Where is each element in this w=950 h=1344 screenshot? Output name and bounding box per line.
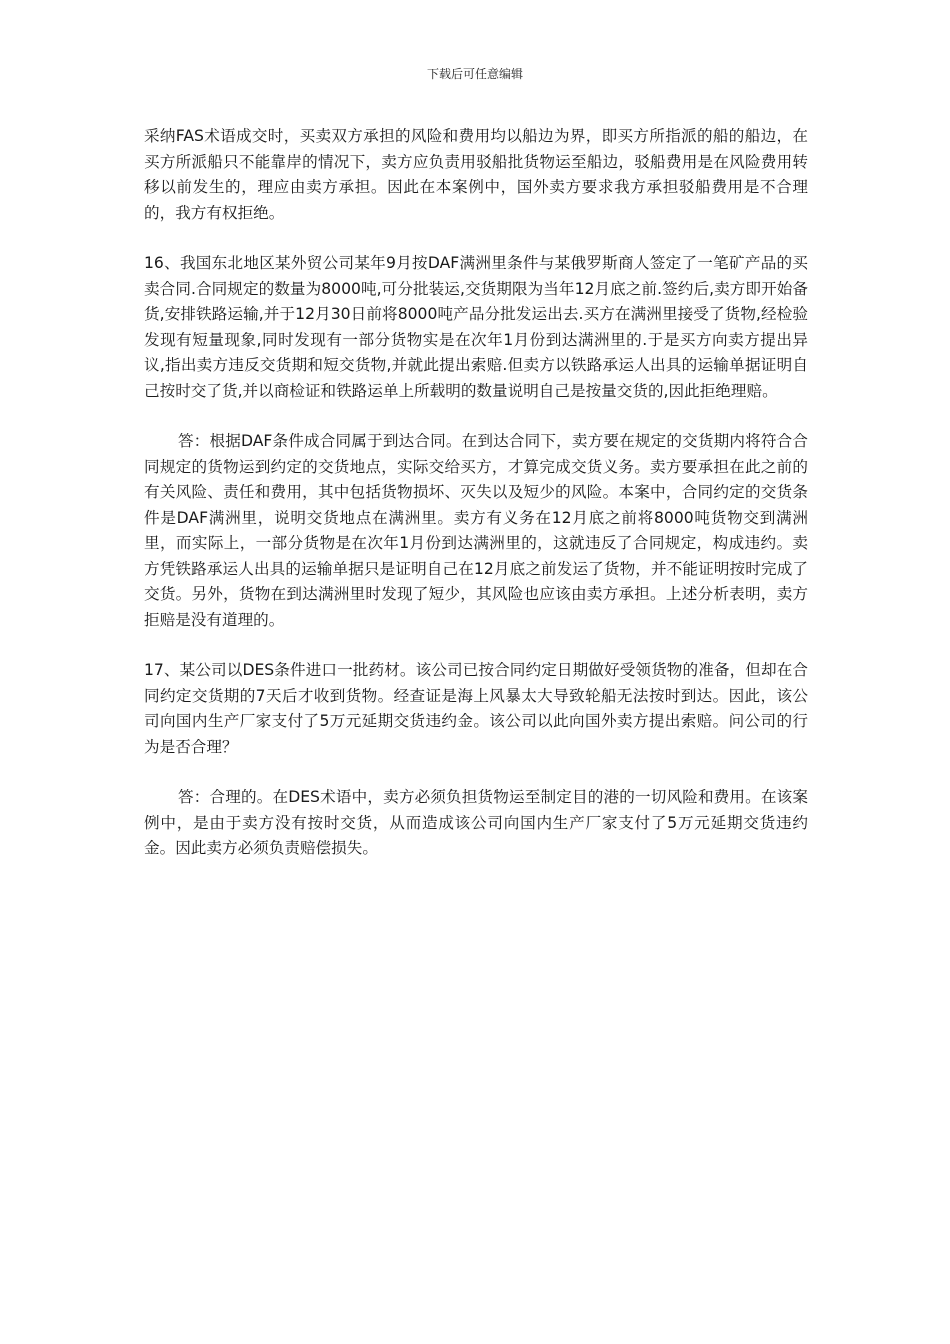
answer-17: 答：合理的。在DES术语中，卖方必须负担货物运至制定目的港的一切风险和费用。在该案例中，是由于卖方没有按时交货，从而造成该公司向国内生产厂家支付了5万元延期交货违约金。因此卖方必须负责赔偿损失。 — [144, 788, 808, 857]
paragraph-fas-answer: 采纳FAS术语成交时，买卖双方承担的风险和费用均以船边为界，即买方所指派的船的船边，在买方所派船只不能靠岸的情况下，卖方应负责用驳船批货物运至船边，驳船费用是在风险费用转移以前发生的，理应由卖方承担。因此在本案例中，国外卖方要求我方承担驳船费用是不合理的，我方有权拒绝。 — [144, 127, 808, 222]
page-header: 下载后可任意编辑 — [426, 67, 523, 81]
document-body — [144, 124, 808, 862]
question-16: 16、我国东北地区某外贸公司某年9月按DAF满洲里条件与某俄罗斯商人签定了一笔矿产品的买卖合同.合同规定的数量为8000吨,可分批装运,交货期限为当年12月底之前.签约后,卖方即开始备货,安排铁路运输,并于12月30日前将8000吨产品分批发运出去.买方在满洲里接受了货物,经检验发现有短量现象,同时发现有一部分货物实是在次年1月份到达满洲里的.于是买方向卖方提出异议,指出卖方违反交货期和短交货物,并就此提出索赔.但卖方以铁路承运人出具的运输单据证明自己按时交了货,并以商检证和铁路运单上所载明的数量说明自己是按量交货的,因此拒绝理赔。 — [144, 254, 808, 400]
question-17: 17、某公司以DES条件进口一批药材。该公司已按合同约定日期做好受领货物的准备，但却在合同约定交货期的7天后才收到货物。经查证是海上风暴太大导致轮船无法按时到达。因此，该公司向国内生产厂家支付了5万元延期交货违约金。该公司以此向国外卖方提出索赔。问公司的行为是否合理？ — [144, 661, 808, 756]
answer-16: 答：根据DAF条件成合同属于到达合同。在到达合同下，卖方要在规定的交货期内将符合合同规定的货物运到约定的交货地点，实际交给买方，才算完成交货义务。卖方要承担在此之前的有关风险、责任和费用，其中包括货物损坏、灭失以及短少的风险。本案中，合同约定的交货条件是DAF满洲里，说明交货地点在满洲里。卖方有义务在12月底之前将8000吨货物交到满洲里，而实际上，一部分货物是在次年1月份到达满洲里的，这就违反了合同规定，构成违约。卖方凭铁路承运人出具的运输单据只是证明自己在12月底之前发运了货物，并不能证明按时完成了交货。另外，货物在到达满洲里时发现了短少，其风险也应该由卖方承担。上述分析表明，卖方拒赔是没有道理的。 — [144, 432, 808, 629]
